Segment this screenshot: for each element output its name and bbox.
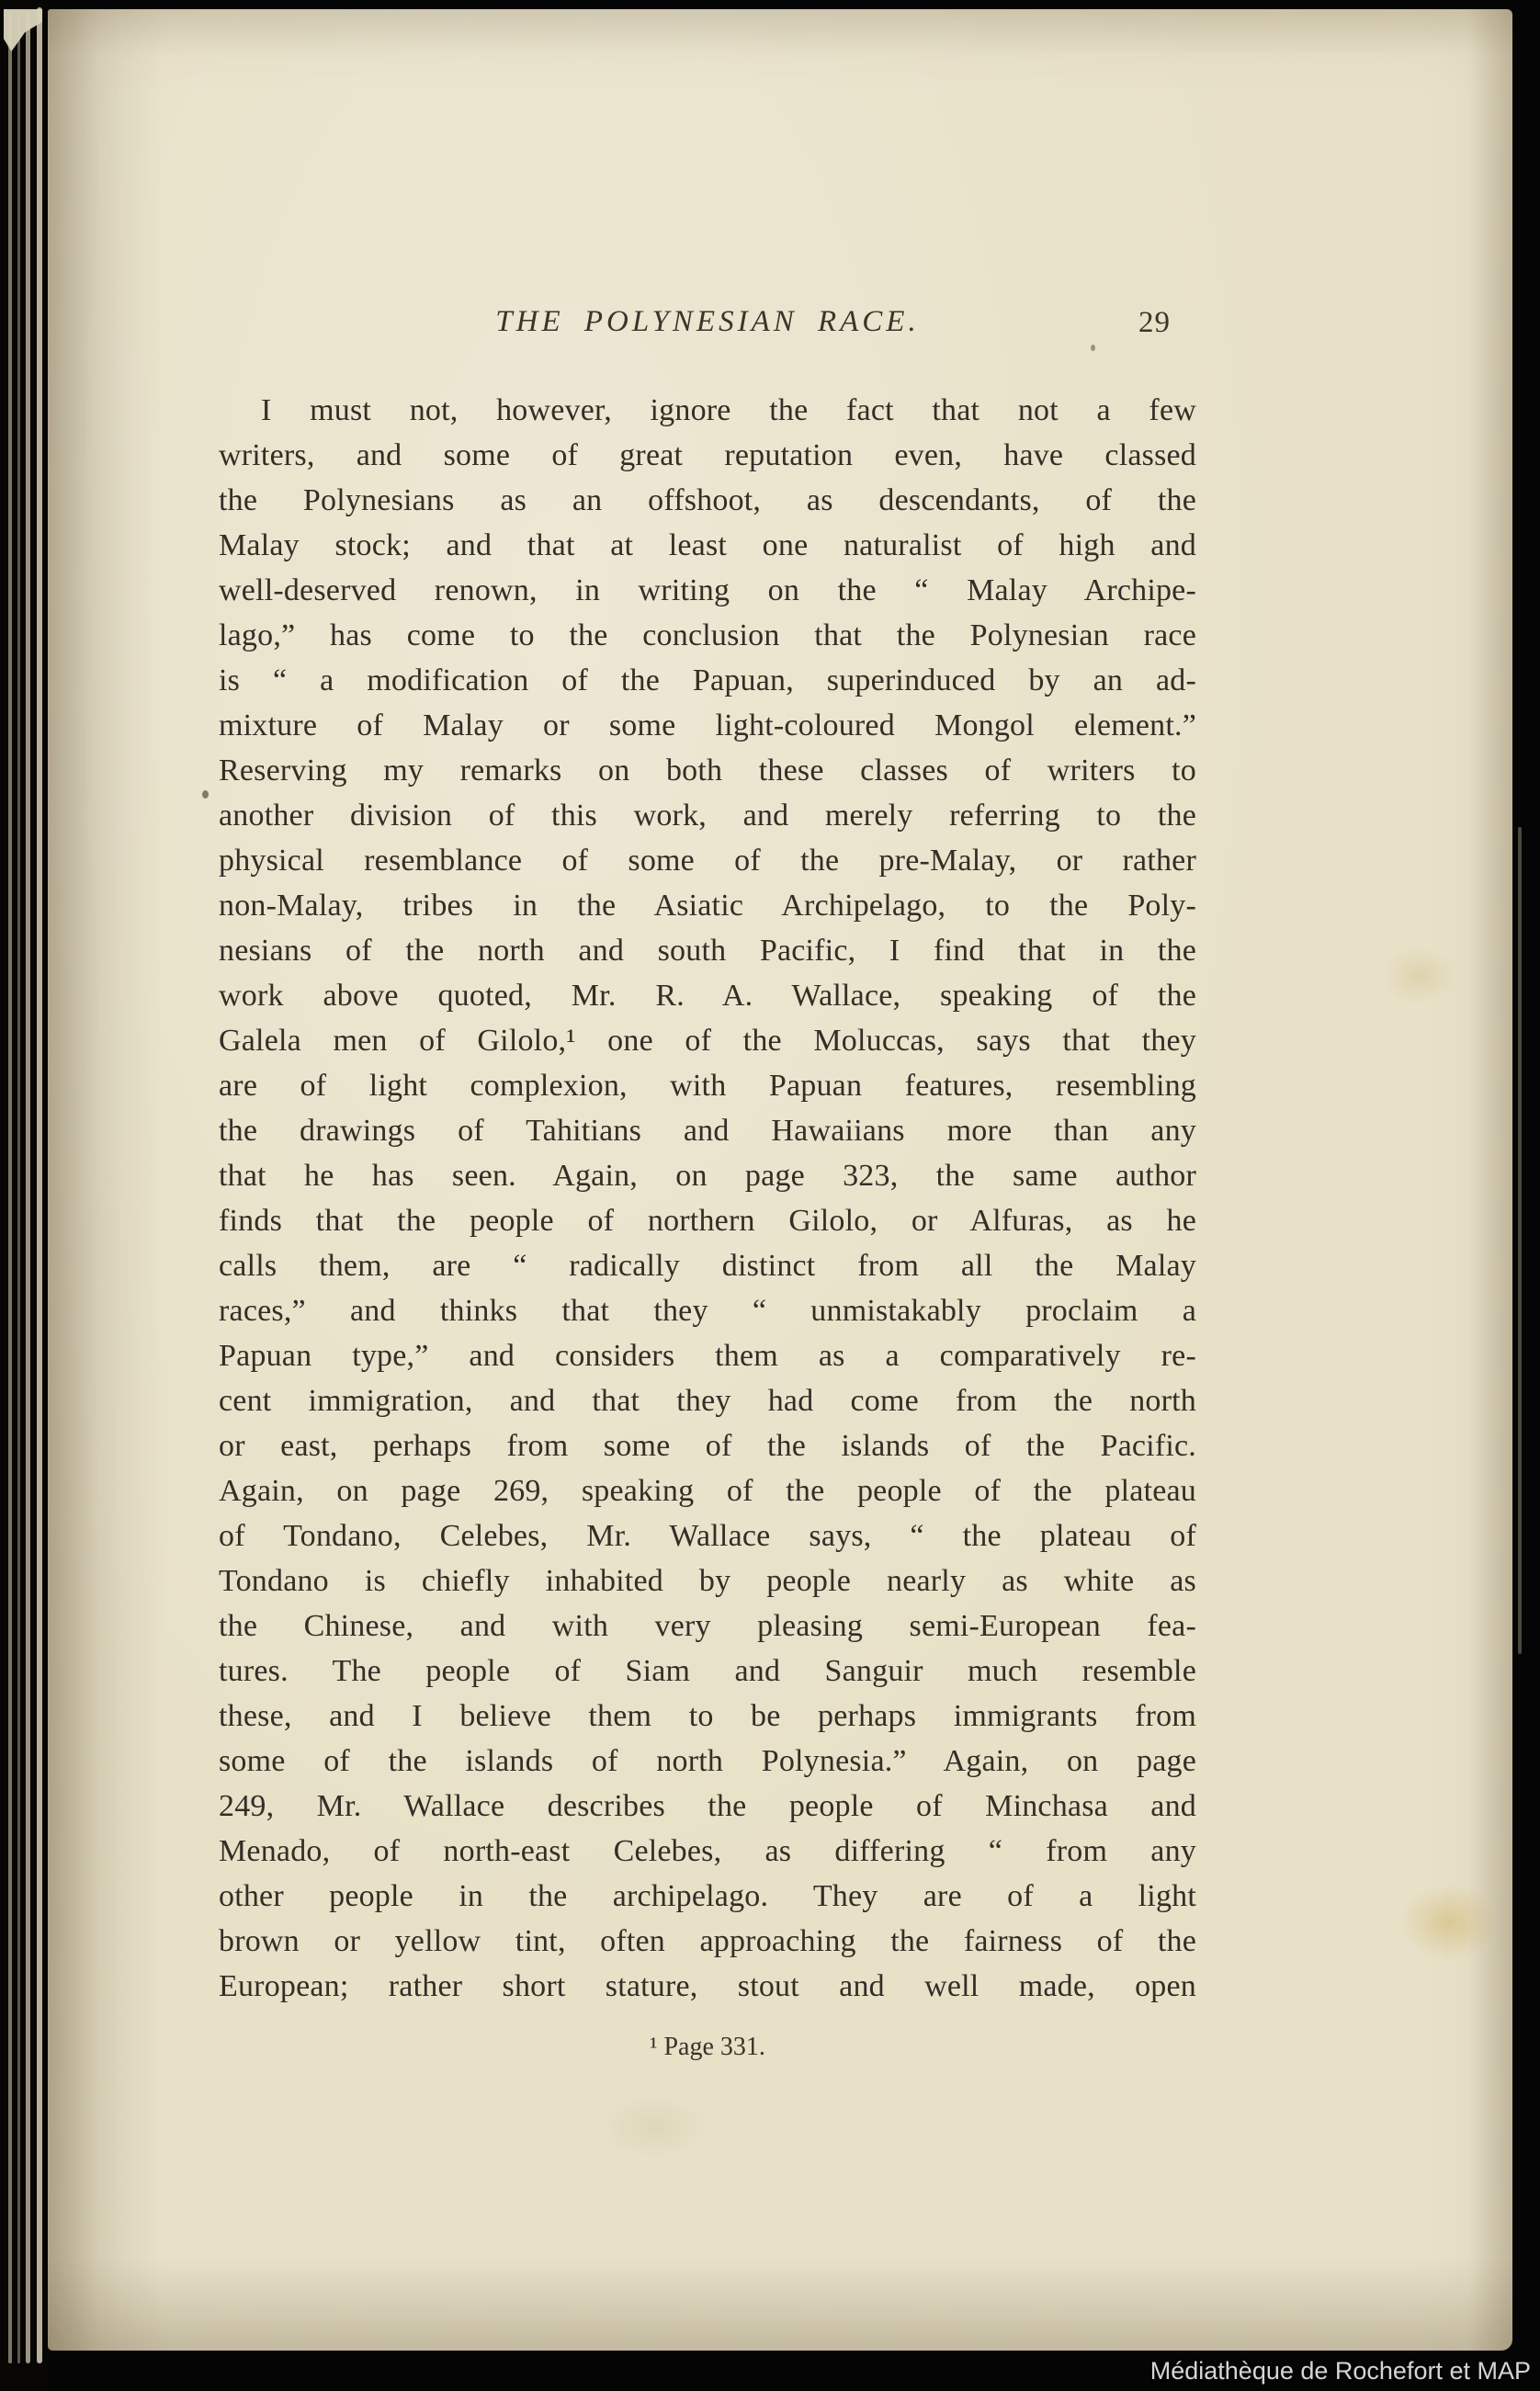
body-line: other people in the archipelago. They are of a light [219,1879,1196,1913]
body-line: non-Malay, tribes in the Asiatic Archipelago, to the Poly- [219,889,1196,923]
body-line: physical resemblance of some of the pre-Malay, or rather [219,844,1196,878]
body-line: nesians of the north and south Pacific, I find that in the [219,934,1196,968]
watermark: Médiathèque de Rochefort et MAP [1149,2357,1531,2385]
body-line: the Polynesians as an offshoot, as descendants, of the [219,483,1196,517]
running-header [219,305,1196,351]
body-line: European; rather short stature, stout and well made, open [219,1969,1196,2003]
body-line: the drawings of Tahitians and Hawaiians more than any [219,1114,1196,1148]
body-line: that he has seen. Again, on page 323, the same author [219,1159,1196,1193]
body-line: another division of this work, and merely referring to the [219,799,1196,833]
body-line: 249, Mr. Wallace describes the people of Minchasa and [219,1789,1196,1823]
body-line: writers, and some of great reputation even, have classed [219,438,1196,472]
body-line: finds that the people of northern Gilolo, or Alfuras, as he [219,1204,1196,1238]
body-line: these, and I believe them to be perhaps immigrants from [219,1699,1196,1733]
body-line: Galela men of Gilolo,¹ one of the Moluccas, says that they [219,1024,1196,1058]
body-line: mixture of Malay or some light-coloured Mongol element.” [219,708,1196,742]
text-column [219,305,1196,2062]
book-page [48,9,1512,2351]
body-text [219,388,1196,2009]
body-line: cent immigration, and that they had come from the north [219,1384,1196,1418]
body-line: Malay stock; and that at least one naturalist of high and [219,528,1196,562]
ink-speck [202,790,209,799]
body-line: of Tondano, Celebes, Mr. Wallace says, “ the plateau of [219,1519,1196,1553]
footnote: ¹ Page 331. [650,2033,765,2061]
page-stack-edge [26,13,30,2363]
page-number: 29 [1138,306,1171,339]
body-line: work above quoted, Mr. R. A. Wallace, speaking of the [219,979,1196,1013]
body-line: some of the islands of north Polynesia.” Again, on page [219,1744,1196,1778]
paper-stain [1398,1884,1500,1961]
body-line: lago,” has come to the conclusion that the Polynesian race [219,618,1196,652]
body-line: or east, perhaps from some of the islands of the Pacific. [219,1429,1196,1463]
body-line: brown or yellow tint, often approaching the fairness of the [219,1924,1196,1958]
body-line: Papuan type,” and considers them as a comparatively re- [219,1339,1196,1373]
paper-stain [1382,946,1455,1005]
page-stack-edge-right [1518,827,1522,1654]
page-title: THE POLYNESIAN RACE. [495,305,920,338]
book-binding-edge [0,0,50,2391]
page-stack-edge [17,13,20,2363]
body-line: calls them, are “ radically distinct from all the Malay [219,1249,1196,1283]
body-line: is “ a modification of the Papuan, superinduced by an ad- [219,663,1196,697]
body-line: Again, on page 269, speaking of the people of the plateau [219,1474,1196,1508]
body-line: I must not, however, ignore the fact that not a few [261,393,1196,427]
body-line: Reserving my remarks on both these classes of writers to [219,754,1196,788]
body-line: well-deserved renown, in writing on the “ Malay Archipe- [219,573,1196,607]
page-stack-edge [8,13,12,2363]
body-line: Tondano is chiefly inhabited by people nearly as white as [219,1564,1196,1598]
body-line: are of light complexion, with Papuan features, resembling [219,1069,1196,1103]
paper-stain [599,2095,709,2159]
body-line: races,” and thinks that they “ unmistakably proclaim a [219,1294,1196,1328]
page-stack-edge [37,7,42,2363]
body-line: the Chinese, and with very pleasing semi-European fea- [219,1609,1196,1643]
body-line: tures. The people of Siam and Sanguir much resemble [219,1654,1196,1688]
body-line: Menado, of north-east Celebes, as differing “ from any [219,1834,1196,1868]
